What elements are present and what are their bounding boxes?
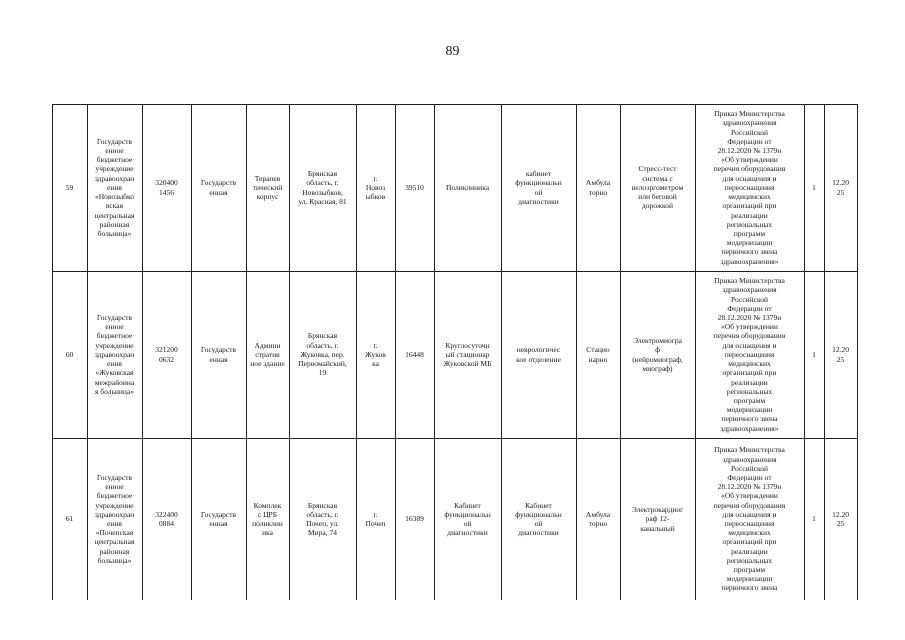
cell-care-type: Амбула торно xyxy=(585,509,611,528)
cell-equipment: Электромиогра ф (нейромиограф, миограф) xyxy=(632,336,683,373)
cell-equipment: Электрокардиог раф 12- канальный xyxy=(631,505,684,533)
cell-building: Терапев тический корпус xyxy=(252,173,283,202)
cell-population: 16389 xyxy=(405,514,424,524)
cell-department: неврологичес кое отделение xyxy=(516,345,561,364)
cell-department: Кабинет функциональн ой диагностики xyxy=(515,500,562,538)
cell-organization-name: Государств енное бюджетное учреждение здравоохран ения «Жуковская межрайонна я больница» xyxy=(94,313,135,396)
cell-regulation: Приказ Министерства здравоохранения Российской Федерации от 28.12.2020 № 1379н «Об утверждении перечня оборудования для оснащения и переоснащения медицинских организаций при реализации региональных программ модернизации первичного звена xyxy=(713,445,786,593)
cell-care-type: Стацио нарно xyxy=(586,345,610,364)
cell-deadline: 12.20 25 xyxy=(832,345,849,364)
cell-quantity: 1 xyxy=(812,514,816,524)
cell-equipment: Стресс-тест система с велоэргометром или беговой дорожкой xyxy=(631,164,684,211)
cell-building: Комплек с ЦРБ поликлин ика xyxy=(252,500,283,538)
cell-unit: Кабинет функциональн ой диагностики xyxy=(444,500,491,538)
cell-population: 39510 xyxy=(405,182,424,192)
cell-row-number: 60 xyxy=(65,349,74,359)
cell-quantity: 1 xyxy=(812,182,816,192)
cell-address: Брянская область, г. Новозыбков, ул. Красная, 81 xyxy=(298,169,347,206)
cell-unit: Поликлиника xyxy=(445,182,490,192)
cell-building: Админи стратив ное здание xyxy=(250,340,285,369)
cell-population: 16448 xyxy=(405,349,424,359)
cell-settlement: г. Новоз ыбков xyxy=(365,173,386,202)
cell-code: 322400 0884 xyxy=(155,509,178,528)
cell-deadline: 12.20 25 xyxy=(832,509,849,528)
cell-organization-name: Государств енное бюджетное учреждение здравоохран ения «Почепская центральная районная больница» xyxy=(94,472,135,565)
page-number: 89 xyxy=(445,44,460,59)
cell-deadline: 12.20 25 xyxy=(832,178,849,197)
cell-ownership: Государств енная xyxy=(200,178,237,197)
document-table xyxy=(52,104,857,600)
cell-address: Брянская область, г. Почеп, ул. Мира, 74 xyxy=(306,500,339,538)
cell-settlement: г. Почеп xyxy=(365,509,386,528)
cell-department: кабинет функциональн ой диагностики xyxy=(515,169,562,206)
cell-settlement: г. Жуков ка xyxy=(365,340,386,369)
cell-code: 320400 1456 xyxy=(155,178,178,197)
cell-code: 321200 0632 xyxy=(155,345,178,364)
cell-ownership: Государств енная xyxy=(200,509,237,528)
cell-regulation: Приказ Министерства здравоохранения Российской Федерации от 28.12.2020 № 1379н «Об утверждении перечня оборудования для оснащения и переоснащения медицинских организаций при реализации региональных программ модернизации первичного звена здравоохранения» xyxy=(713,109,786,266)
table-row xyxy=(52,104,857,271)
table-border-right xyxy=(857,104,858,600)
cell-unit: Круглосуточн ый стационар Жуковской МБ xyxy=(443,340,492,369)
cell-regulation: Приказ Министерства здравоохранения Российской Федерации от 28.12.2020 № 1379н «Об утверждении перечня оборудования для оснащения и переоснащения медицинских организаций при реализации региональных программ модернизации первичного звена здравоохранения» xyxy=(713,276,786,433)
cell-row-number: 61 xyxy=(65,514,74,524)
cell-care-type: Амбула торно xyxy=(585,178,611,197)
cell-quantity: 1 xyxy=(812,349,816,359)
table-row xyxy=(52,438,857,600)
cell-address: Брянская область, г. Жуковка, пер. Первомайский, 19 xyxy=(298,331,347,378)
cell-organization-name: Государств енное бюджетное учреждение здравоохран ения «Новозыбко вская центральная районная больница» xyxy=(94,136,135,238)
table-row xyxy=(52,271,857,438)
cell-row-number: 59 xyxy=(65,182,74,192)
cell-ownership: Государств енная xyxy=(200,345,237,364)
